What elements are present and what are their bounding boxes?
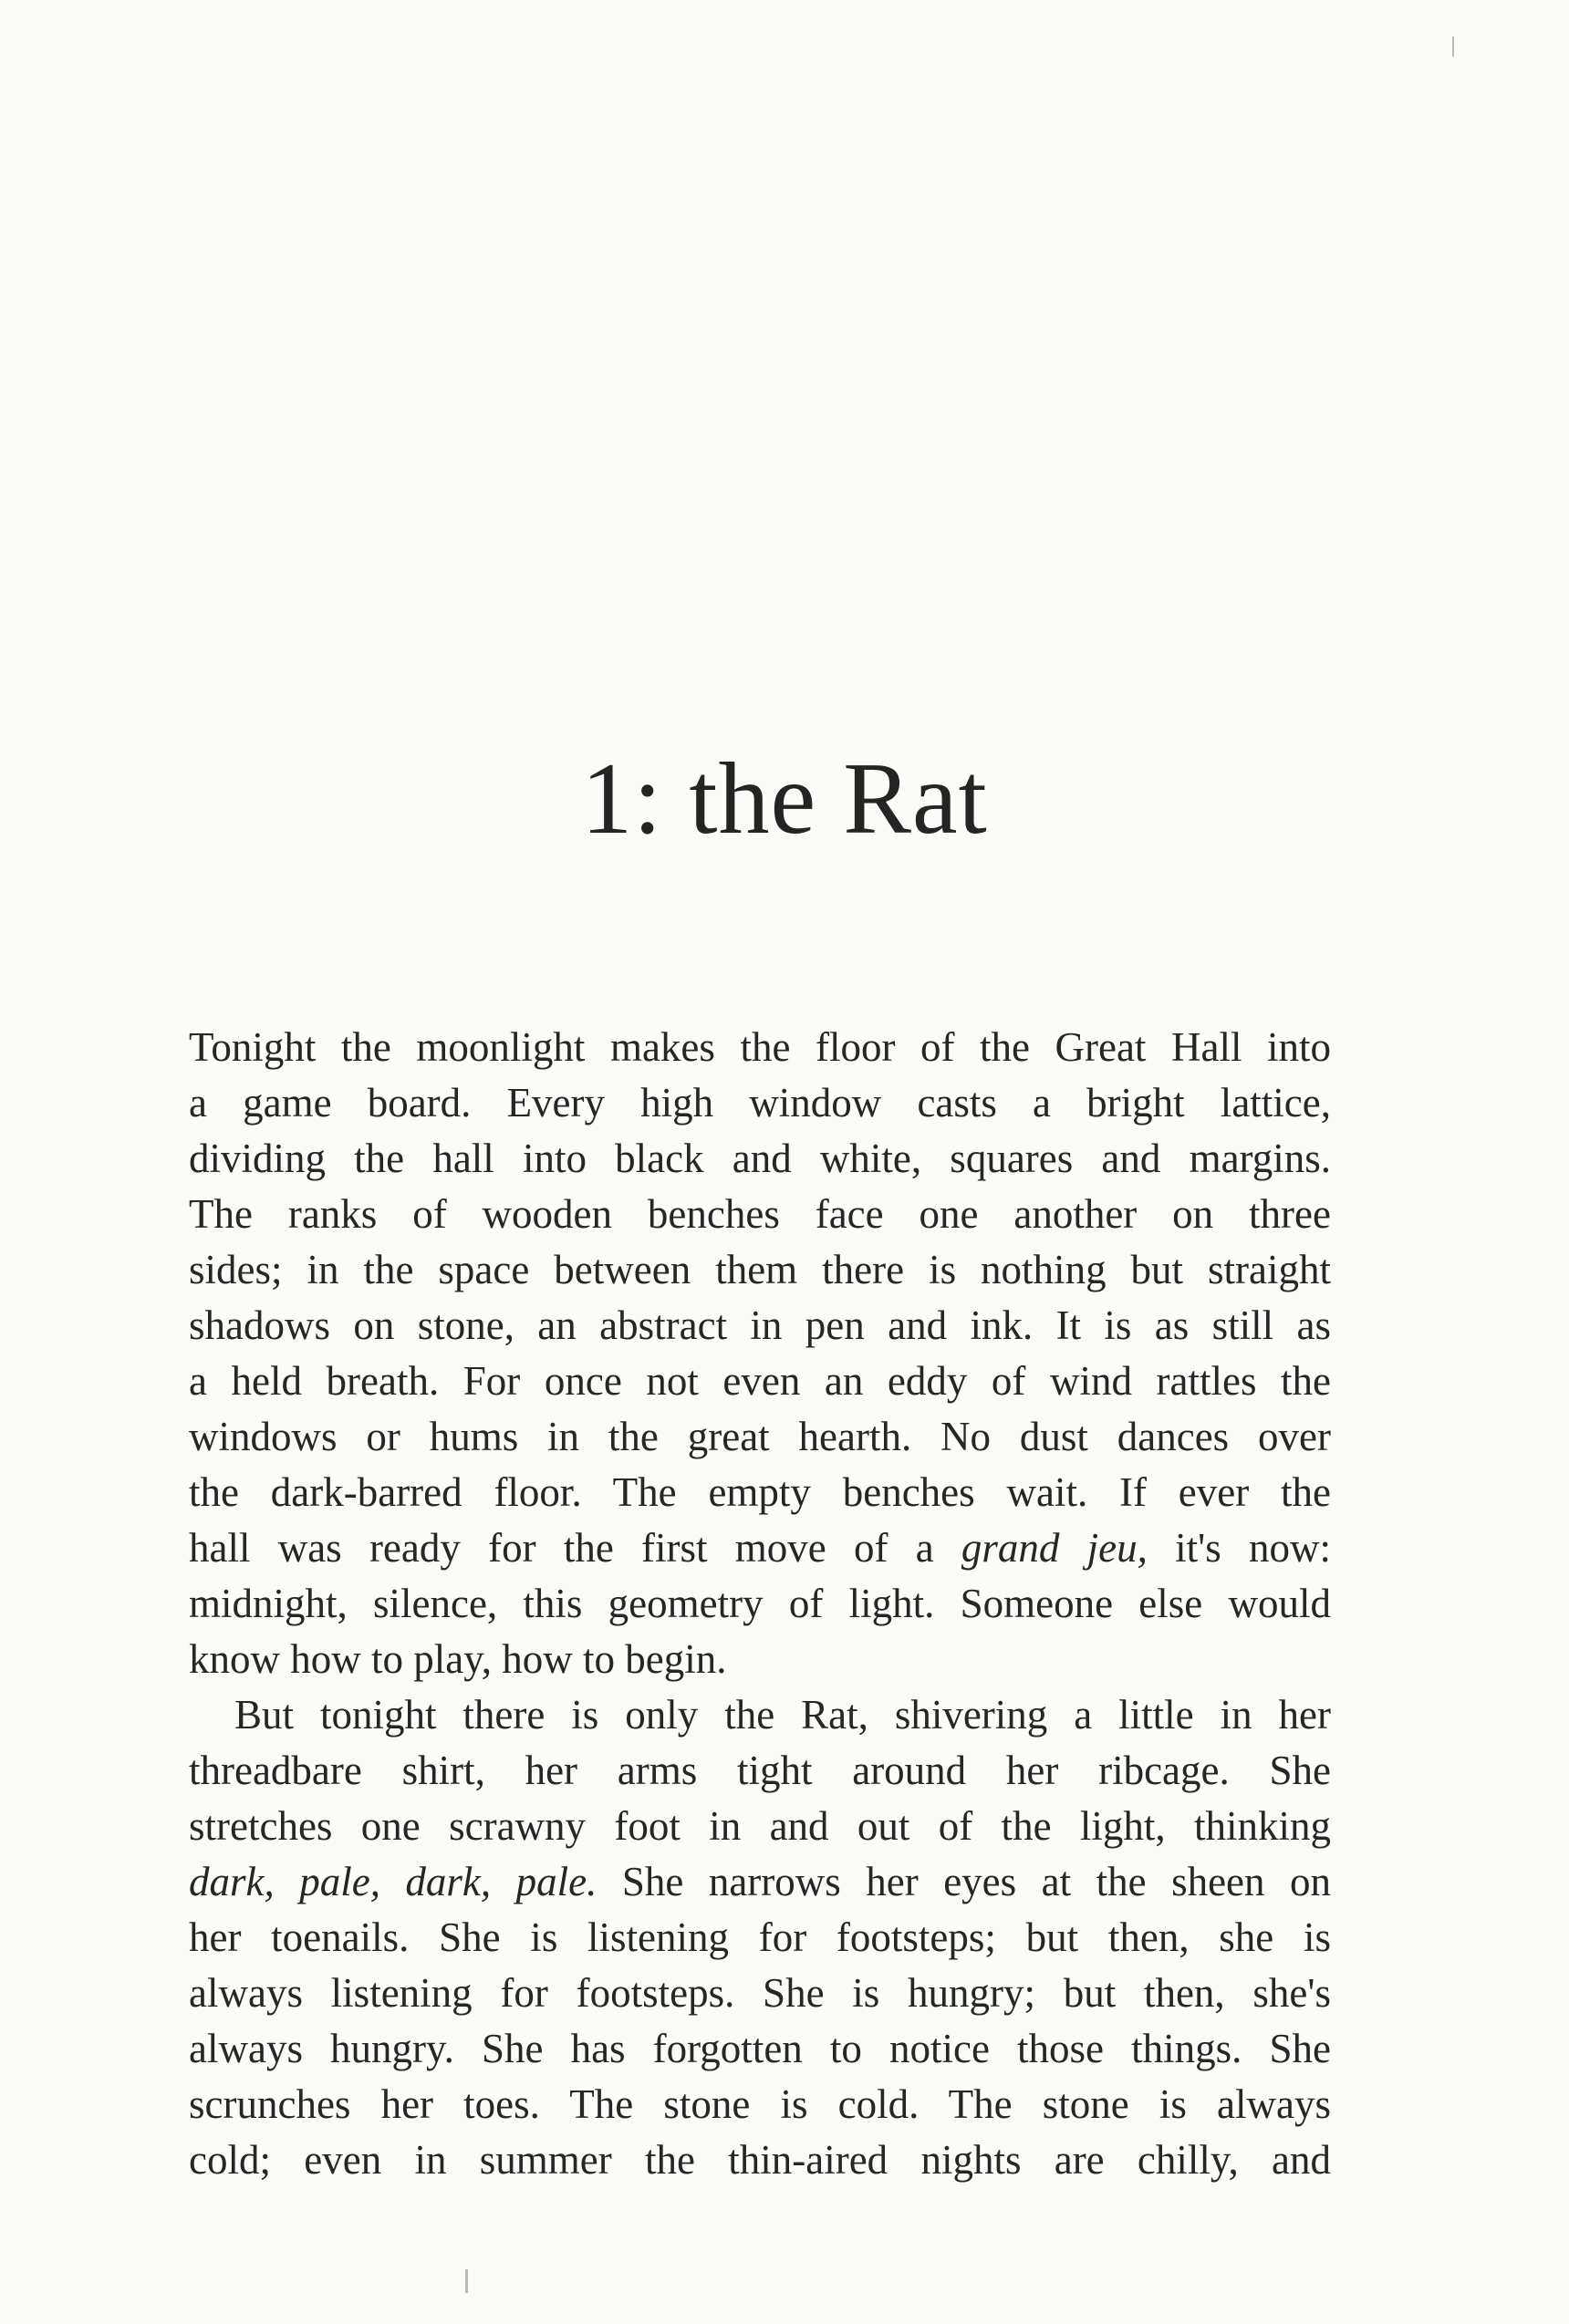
- scan-speck: [465, 2269, 468, 2293]
- text-line: always listening for footsteps. She is hungry; but then, she's: [189, 1970, 1331, 2016]
- text-line: a game board. Every high window casts a bright lattice,: [189, 1080, 1331, 1126]
- text-line: threadbare shirt, her arms tight around her ribcage. She: [189, 1748, 1331, 1793]
- text-line: windows or hums in the great hearth. No dust dances over: [189, 1414, 1331, 1459]
- text-line: the dark-barred floor. The empty benches wait. If ever the: [189, 1469, 1331, 1515]
- text-line: Tonight the moonlight makes the floor of the Great Hall into: [189, 1024, 1331, 1070]
- text-line: [189, 1520, 1331, 1576]
- text-segment: hall was ready for the first move of a: [189, 1525, 961, 1571]
- text-segment: it's now:: [1147, 1525, 1331, 1571]
- chapter-body: [189, 1020, 1331, 2188]
- italic-phrase: dark, pale, dark, pale.: [189, 1859, 597, 1904]
- text-line: stretches one scrawny foot in and out of the light, thinking: [189, 1803, 1331, 1849]
- paragraph: [189, 1020, 1331, 1687]
- chapter-title: 1: the Rat: [581, 742, 988, 856]
- paragraph: [189, 1687, 1331, 2188]
- text-line: always hungry. She has forgotten to notice those things. She: [189, 2026, 1331, 2071]
- text-line: know how to play, how to begin.: [189, 1636, 727, 1682]
- text-line: But tonight there is only the Rat, shivering a little in her: [234, 1692, 1331, 1738]
- text-line: [189, 1854, 1331, 1910]
- text-line: scrunches her toes. The stone is cold. The stone is always: [189, 2081, 1331, 2127]
- text-line: The ranks of wooden benches face one another on three: [189, 1191, 1331, 1237]
- text-line: a held breath. For once not even an eddy of wind rattles the: [189, 1358, 1331, 1404]
- italic-phrase: grand jeu,: [961, 1525, 1148, 1571]
- text-segment: She narrows her eyes at the sheen on: [597, 1859, 1332, 1904]
- text-line: sides; in the space between them there is nothing but straight: [189, 1247, 1331, 1292]
- text-line: midnight, silence, this geometry of light. Someone else would: [189, 1581, 1331, 1626]
- text-line: dividing the hall into black and white, squares and margins.: [189, 1136, 1331, 1181]
- text-line: her toenails. She is listening for footsteps; but then, she is: [189, 1914, 1331, 1960]
- text-line: cold; even in summer the thin-aired nights are chilly, and: [189, 2137, 1331, 2183]
- scan-speck: [1452, 36, 1454, 57]
- text-line: shadows on stone, an abstract in pen and ink. It is as still as: [189, 1302, 1331, 1348]
